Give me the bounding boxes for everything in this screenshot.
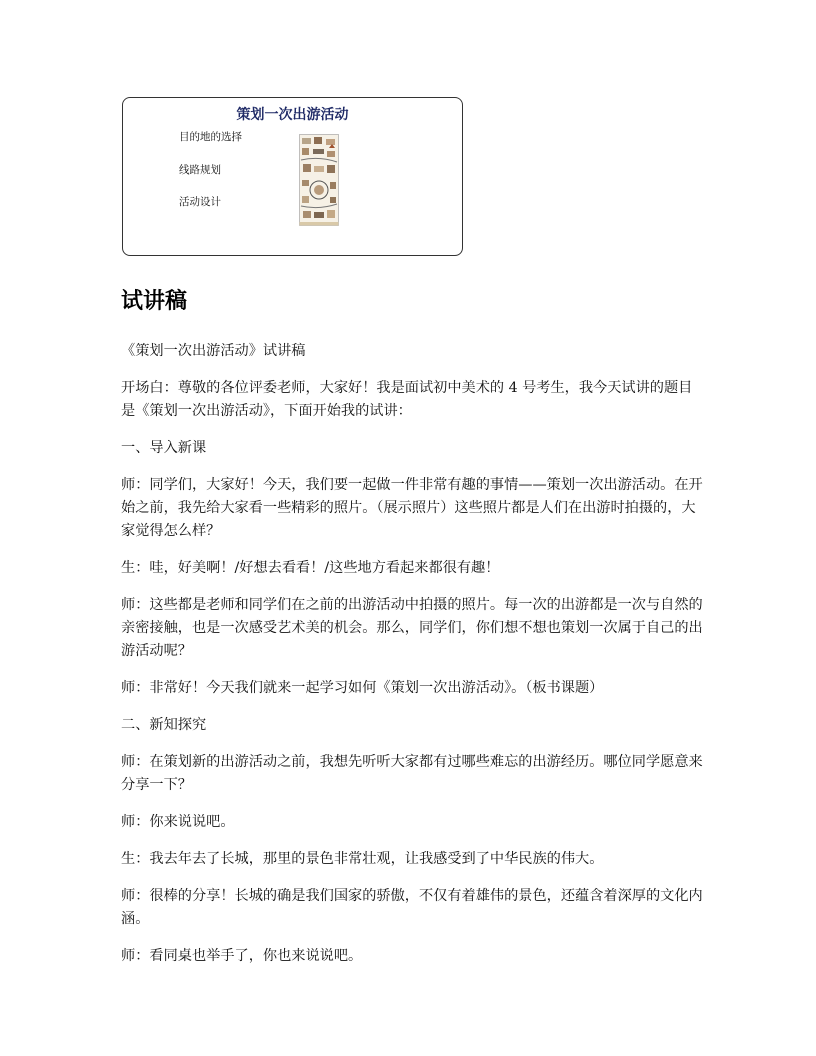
board-item-route: 线路规划	[179, 164, 221, 176]
document-title-line: 《策划一次出游活动》试讲稿	[121, 343, 306, 359]
opening-paragraph: 开场白：尊敬的各位评委老师，大家好！我是面试初中美术的 4 号考生，我今天试讲的题目是《策划一次出游活动》，下面开始我的试讲：	[121, 380, 693, 419]
teacher-paragraph: 师：你来说说吧。	[121, 814, 235, 830]
board-title: 策划一次出游活动	[236, 107, 349, 123]
student-paragraph: 生：我去年去了长城，那里的景色非常壮观，让我感受到了中华民族的伟大。	[121, 851, 604, 867]
map-illustration-icon	[299, 134, 339, 226]
teacher-paragraph: 师：这些都是老师和同学们在之前的出游活动中拍摄的照片。每一次的出游都是一次与自然的亲密接触，也是一次感受艺术美的机会。那么，同学们，你们想不想也策划一次属于自己的出游活动呢？	[121, 597, 703, 659]
student-paragraph: 生：哇，好美啊！/好想去看看！/这些地方看起来都很有趣！	[121, 560, 500, 576]
board-item-activity: 活动设计	[179, 196, 221, 208]
board-item-destination: 目的地的选择	[179, 131, 242, 143]
section-heading-intro: 一、导入新课	[121, 440, 207, 456]
lecture-body	[121, 340, 706, 982]
teacher-paragraph: 师：看同桌也举手了，你也来说说吧。	[121, 948, 363, 964]
teacher-paragraph: 师：在策划新的出游活动之前，我想先听听大家都有过哪些难忘的出游经历。哪位同学愿意来分享一下？	[121, 754, 703, 793]
section-heading-explore: 二、新知探究	[121, 717, 207, 733]
page-heading: 试讲稿	[121, 289, 188, 314]
blackboard-design	[122, 97, 463, 256]
teacher-paragraph: 师：非常好！今天我们就来一起学习如何《策划一次出游活动》。（板书课题）	[121, 680, 604, 696]
teacher-paragraph: 师：同学们，大家好！今天，我们要一起做一件非常有趣的事情——策划一次出游活动。在开始之前，我先给大家看一些精彩的照片。（展示照片）这些照片都是人们在出游时拍摄的，大家觉得怎么样？	[121, 477, 703, 539]
teacher-paragraph: 师：很棒的分享！长城的确是我们国家的骄傲，不仅有着雄伟的景色，还蕴含着深厚的文化内涵。	[121, 888, 703, 927]
